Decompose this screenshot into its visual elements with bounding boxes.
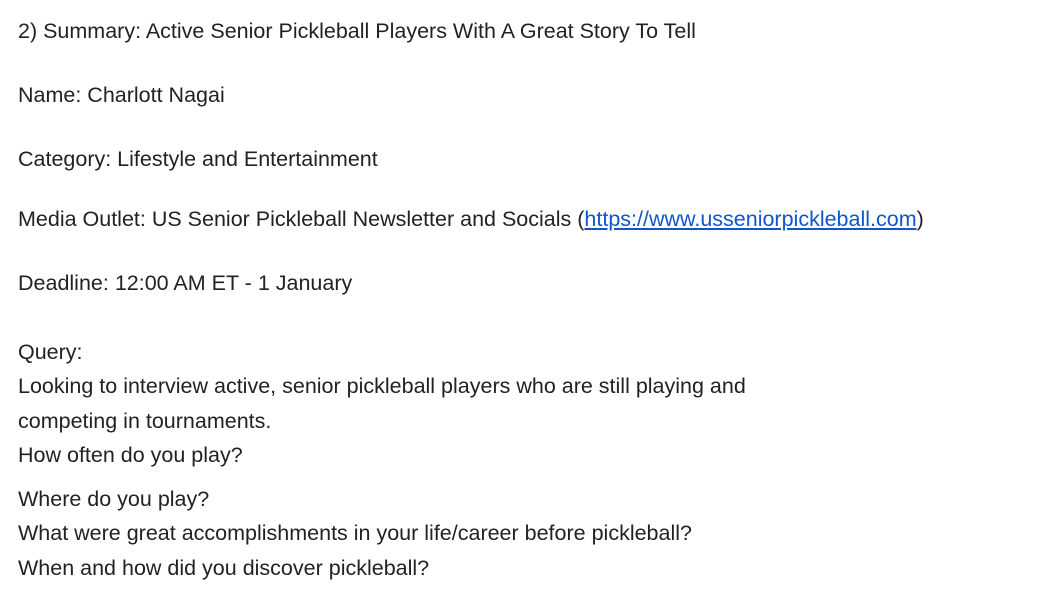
- query-line: How often do you play?: [18, 443, 243, 467]
- query-line: Looking to interview active, senior pickleball players who are still playing and: [18, 374, 746, 398]
- query-line: Where do you play?: [18, 487, 210, 511]
- summary-line: 2) Summary: Active Senior Pickleball Players With A Great Story To Tell: [18, 19, 696, 43]
- media-outlet-link[interactable]: https://www.usseniorpickleball.com: [584, 207, 917, 231]
- media-outlet-line: [18, 206, 924, 232]
- query-line: What were great accomplishments in your life/career before pickleball?: [18, 521, 692, 545]
- name-line: Name: Charlott Nagai: [18, 83, 225, 107]
- deadline-line: Deadline: 12:00 AM ET - 1 January: [18, 271, 353, 295]
- query-line: When and how did you discover pickleball?: [18, 556, 430, 580]
- query-line: competing in tournaments.: [18, 409, 272, 433]
- media-outlet-prefix: Media Outlet: US Senior Pickleball Newsletter and Socials (: [18, 207, 585, 231]
- category-line: Category: Lifestyle and Entertainment: [18, 147, 378, 171]
- query-heading: Query:: [18, 340, 83, 364]
- media-outlet-suffix: ): [916, 207, 924, 231]
